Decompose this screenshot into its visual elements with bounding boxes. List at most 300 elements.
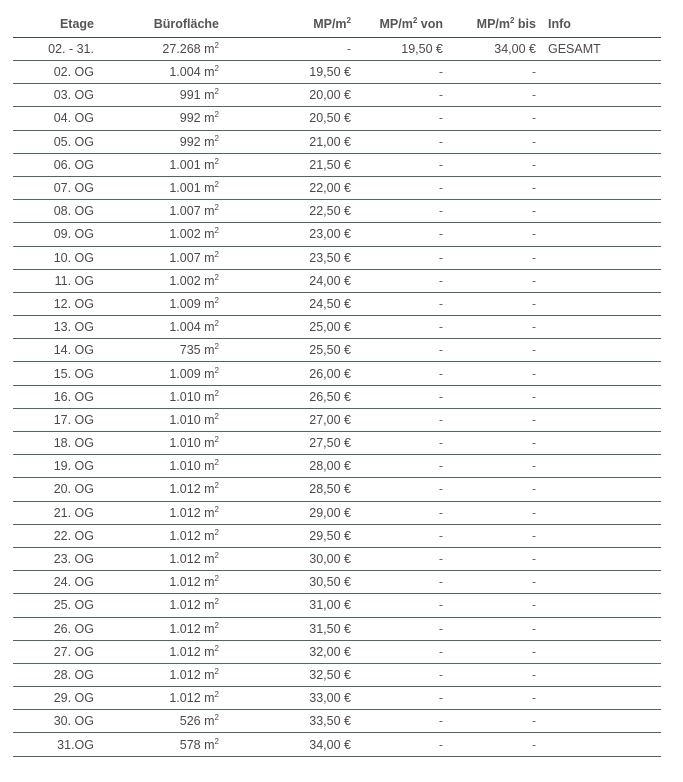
cell-bis: - bbox=[449, 362, 542, 385]
cell-flaeche bbox=[100, 223, 225, 246]
cell-etage: 08. OG bbox=[13, 200, 100, 223]
cell-mp: 22,50 € bbox=[225, 200, 357, 223]
cell-von: - bbox=[357, 107, 449, 130]
area-value: 1.010 bbox=[169, 436, 201, 451]
cell-bis: - bbox=[449, 408, 542, 431]
header-mp-superscript: 2 bbox=[346, 16, 351, 25]
cell-info bbox=[542, 200, 661, 223]
header-bis-superscript: 2 bbox=[510, 16, 515, 25]
area-unit: m bbox=[204, 227, 215, 242]
area-unit-superscript: 2 bbox=[214, 319, 219, 329]
cell-info bbox=[542, 455, 661, 478]
cell-mp: 29,00 € bbox=[225, 501, 357, 524]
cell-flaeche bbox=[100, 733, 225, 756]
cell-bis: - bbox=[449, 478, 542, 501]
header-flaeche-label: Bürofläche bbox=[153, 17, 219, 31]
cell-etage: 27. OG bbox=[13, 640, 100, 663]
cell-bis: - bbox=[449, 223, 542, 246]
cell-bis: - bbox=[449, 153, 542, 176]
cell-etage: 25. OG bbox=[13, 594, 100, 617]
area-unit: m bbox=[204, 436, 215, 451]
cell-von: - bbox=[357, 501, 449, 524]
area-value: 1.009 bbox=[169, 296, 201, 311]
area-value: 735 bbox=[179, 343, 201, 358]
cell-mp: 28,00 € bbox=[225, 455, 357, 478]
area-value: 1.001 bbox=[169, 157, 201, 172]
cell-etage: 31.OG bbox=[13, 733, 100, 756]
cell-von: - bbox=[357, 524, 449, 547]
area-unit: m bbox=[204, 528, 215, 543]
cell-flaeche bbox=[100, 385, 225, 408]
table-row bbox=[13, 640, 661, 663]
cell-info bbox=[542, 594, 661, 617]
area-unit: m bbox=[204, 111, 215, 126]
area-unit: m bbox=[204, 714, 215, 729]
table-row bbox=[13, 153, 661, 176]
table-row bbox=[13, 617, 661, 640]
cell-flaeche bbox=[100, 339, 225, 362]
cell-bis: - bbox=[449, 269, 542, 292]
header-bis-label: MP/m bbox=[476, 17, 510, 31]
cell-info bbox=[542, 408, 661, 431]
cell-von: - bbox=[357, 408, 449, 431]
header-info-label: Info bbox=[548, 17, 571, 31]
area-unit: m bbox=[204, 366, 215, 381]
cell-etage: 28. OG bbox=[13, 663, 100, 686]
cell-mp: 23,50 € bbox=[225, 246, 357, 269]
area-value: 1.012 bbox=[169, 598, 201, 613]
cell-etage: 17. OG bbox=[13, 408, 100, 431]
area-value: 1.012 bbox=[169, 667, 201, 682]
cell-mp: 30,00 € bbox=[225, 547, 357, 570]
area-value: 27.268 bbox=[162, 42, 201, 56]
header-von bbox=[357, 11, 449, 38]
cell-von: - bbox=[357, 269, 449, 292]
area-value: 1.012 bbox=[169, 621, 201, 636]
cell-info bbox=[542, 687, 661, 710]
area-unit-superscript: 2 bbox=[214, 713, 219, 723]
cell-etage: 02. - 31. bbox=[13, 38, 100, 61]
cell-bis: - bbox=[449, 292, 542, 315]
cell-info bbox=[542, 547, 661, 570]
area-unit-superscript: 2 bbox=[214, 574, 219, 584]
cell-flaeche bbox=[100, 571, 225, 594]
area-value: 992 bbox=[179, 111, 201, 126]
area-unit-superscript: 2 bbox=[214, 690, 219, 700]
cell-etage: 05. OG bbox=[13, 130, 100, 153]
cell-bis: - bbox=[449, 571, 542, 594]
area-value: 1.012 bbox=[169, 505, 201, 520]
cell-von: - bbox=[357, 547, 449, 570]
area-value: 1.004 bbox=[169, 320, 201, 335]
cell-etage: 12. OG bbox=[13, 292, 100, 315]
header-mp-label: MP/m bbox=[313, 17, 347, 31]
header-row bbox=[13, 11, 661, 38]
cell-etage: 03. OG bbox=[13, 84, 100, 107]
cell-mp: 20,00 € bbox=[225, 84, 357, 107]
cell-von: - bbox=[357, 176, 449, 199]
cell-von: - bbox=[357, 432, 449, 455]
cell-info bbox=[542, 269, 661, 292]
area-unit-superscript: 2 bbox=[214, 133, 219, 143]
cell-info bbox=[542, 617, 661, 640]
cell-von: - bbox=[357, 223, 449, 246]
area-unit: m bbox=[204, 459, 215, 474]
cell-flaeche bbox=[100, 292, 225, 315]
table-row bbox=[13, 687, 661, 710]
header-von-suffix: von bbox=[417, 17, 443, 31]
cell-mp: 27,50 € bbox=[225, 432, 357, 455]
area-unit-superscript: 2 bbox=[214, 64, 219, 74]
cell-info bbox=[542, 432, 661, 455]
area-unit: m bbox=[204, 412, 215, 427]
table-row bbox=[13, 408, 661, 431]
table-row bbox=[13, 292, 661, 315]
cell-mp: 23,00 € bbox=[225, 223, 357, 246]
area-unit-superscript: 2 bbox=[214, 41, 219, 50]
cell-flaeche bbox=[100, 478, 225, 501]
cell-mp: 25,00 € bbox=[225, 316, 357, 339]
cell-info bbox=[542, 733, 661, 756]
area-value: 1.012 bbox=[169, 482, 201, 497]
cell-von: - bbox=[357, 571, 449, 594]
table-row bbox=[13, 432, 661, 455]
cell-von: - bbox=[357, 663, 449, 686]
cell-etage: 04. OG bbox=[13, 107, 100, 130]
area-value: 1.002 bbox=[169, 273, 201, 288]
cell-mp: 31,00 € bbox=[225, 594, 357, 617]
cell-von: - bbox=[357, 200, 449, 223]
cell-bis: 34,00 € bbox=[449, 38, 542, 61]
cell-bis: - bbox=[449, 501, 542, 524]
area-unit: m bbox=[204, 505, 215, 520]
area-unit: m bbox=[204, 598, 215, 613]
cell-info bbox=[542, 362, 661, 385]
area-unit-superscript: 2 bbox=[214, 295, 219, 305]
table-row bbox=[13, 339, 661, 362]
cell-etage: 02. OG bbox=[13, 61, 100, 84]
cell-info bbox=[542, 176, 661, 199]
area-unit: m bbox=[204, 204, 215, 219]
cell-von: - bbox=[357, 153, 449, 176]
cell-mp: 32,00 € bbox=[225, 640, 357, 663]
cell-bis: - bbox=[449, 61, 542, 84]
cell-von: - bbox=[357, 362, 449, 385]
cell-mp: 34,00 € bbox=[225, 733, 357, 756]
cell-etage: 19. OG bbox=[13, 455, 100, 478]
area-value: 1.010 bbox=[169, 459, 201, 474]
cell-mp: 27,00 € bbox=[225, 408, 357, 431]
area-unit: m bbox=[204, 42, 215, 56]
table-row bbox=[13, 316, 661, 339]
table-body bbox=[13, 38, 661, 757]
cell-mp: 32,50 € bbox=[225, 663, 357, 686]
cell-flaeche bbox=[100, 153, 225, 176]
cell-mp: 26,00 € bbox=[225, 362, 357, 385]
cell-bis: - bbox=[449, 432, 542, 455]
cell-bis: - bbox=[449, 339, 542, 362]
cell-bis: - bbox=[449, 455, 542, 478]
cell-flaeche bbox=[100, 107, 225, 130]
cell-flaeche bbox=[100, 38, 225, 61]
area-unit: m bbox=[204, 621, 215, 636]
cell-etage: 21. OG bbox=[13, 501, 100, 524]
cell-von: - bbox=[357, 594, 449, 617]
header-von-superscript: 2 bbox=[412, 16, 418, 25]
area-value: 992 bbox=[179, 134, 201, 149]
cell-bis: - bbox=[449, 524, 542, 547]
cell-bis: - bbox=[449, 316, 542, 339]
cell-bis: - bbox=[449, 687, 542, 710]
table-row bbox=[13, 176, 661, 199]
table-header bbox=[13, 11, 661, 38]
cell-mp: 19,50 € bbox=[225, 61, 357, 84]
area-unit-superscript: 2 bbox=[214, 203, 219, 213]
cell-mp: 33,00 € bbox=[225, 687, 357, 710]
cell-etage: 10. OG bbox=[13, 246, 100, 269]
cell-mp: 20,50 € bbox=[225, 107, 357, 130]
area-value: 991 bbox=[179, 88, 201, 103]
cell-flaeche bbox=[100, 640, 225, 663]
area-value: 1.012 bbox=[169, 528, 201, 543]
cell-bis: - bbox=[449, 130, 542, 153]
cell-flaeche bbox=[100, 710, 225, 733]
cell-etage: 09. OG bbox=[13, 223, 100, 246]
cell-von: - bbox=[357, 640, 449, 663]
area-value: 1.001 bbox=[169, 181, 201, 196]
cell-etage: 26. OG bbox=[13, 617, 100, 640]
area-value: 1.012 bbox=[169, 691, 201, 706]
cell-etage: 07. OG bbox=[13, 176, 100, 199]
cell-bis: - bbox=[449, 663, 542, 686]
table-row bbox=[13, 107, 661, 130]
cell-flaeche bbox=[100, 594, 225, 617]
area-unit: m bbox=[204, 737, 215, 752]
cell-info bbox=[542, 223, 661, 246]
area-unit: m bbox=[204, 157, 215, 172]
area-unit: m bbox=[204, 88, 215, 103]
header-von-label: MP/m bbox=[379, 17, 413, 31]
cell-info bbox=[542, 663, 661, 686]
table-row bbox=[13, 84, 661, 107]
table-row bbox=[13, 547, 661, 570]
cell-flaeche bbox=[100, 408, 225, 431]
table-row bbox=[13, 385, 661, 408]
cell-mp: 28,50 € bbox=[225, 478, 357, 501]
cell-etage: 11. OG bbox=[13, 269, 100, 292]
cell-flaeche bbox=[100, 617, 225, 640]
header-flaeche bbox=[100, 11, 225, 38]
area-value: 1.004 bbox=[169, 65, 201, 80]
cell-etage: 18. OG bbox=[13, 432, 100, 455]
cell-info bbox=[542, 478, 661, 501]
cell-von: - bbox=[357, 710, 449, 733]
table-row bbox=[13, 733, 661, 756]
office-space-table bbox=[13, 11, 661, 757]
area-unit-superscript: 2 bbox=[214, 527, 219, 537]
cell-flaeche bbox=[100, 84, 225, 107]
area-value: 1.012 bbox=[169, 575, 201, 590]
cell-von: - bbox=[357, 246, 449, 269]
cell-flaeche bbox=[100, 362, 225, 385]
cell-mp: 29,50 € bbox=[225, 524, 357, 547]
cell-mp: 30,50 € bbox=[225, 571, 357, 594]
table-row bbox=[13, 663, 661, 686]
area-value: 526 bbox=[179, 714, 201, 729]
cell-etage: 24. OG bbox=[13, 571, 100, 594]
cell-info: GESAMT bbox=[542, 38, 661, 61]
area-unit-superscript: 2 bbox=[214, 272, 219, 282]
cell-info bbox=[542, 292, 661, 315]
area-unit: m bbox=[204, 250, 215, 265]
cell-flaeche bbox=[100, 200, 225, 223]
area-value: 578 bbox=[179, 737, 201, 752]
cell-flaeche bbox=[100, 61, 225, 84]
table-row bbox=[13, 61, 661, 84]
area-value: 1.002 bbox=[169, 227, 201, 242]
cell-info bbox=[542, 571, 661, 594]
cell-mp: 33,50 € bbox=[225, 710, 357, 733]
cell-etage: 13. OG bbox=[13, 316, 100, 339]
area-unit: m bbox=[204, 273, 215, 288]
cell-mp: 31,50 € bbox=[225, 617, 357, 640]
cell-bis: - bbox=[449, 385, 542, 408]
cell-etage: 20. OG bbox=[13, 478, 100, 501]
area-value: 1.010 bbox=[169, 412, 201, 427]
area-unit-superscript: 2 bbox=[214, 620, 219, 630]
area-unit: m bbox=[204, 181, 215, 196]
area-unit: m bbox=[204, 552, 215, 567]
area-unit-superscript: 2 bbox=[214, 666, 219, 676]
area-unit-superscript: 2 bbox=[214, 180, 219, 190]
area-unit-superscript: 2 bbox=[214, 411, 219, 421]
table-row bbox=[13, 710, 661, 733]
cell-etage: 23. OG bbox=[13, 547, 100, 570]
cell-mp: 21,00 € bbox=[225, 130, 357, 153]
cell-bis: - bbox=[449, 640, 542, 663]
header-bis-suffix: bis bbox=[514, 17, 536, 31]
cell-mp: - bbox=[225, 38, 357, 61]
area-value: 1.012 bbox=[169, 552, 201, 567]
area-unit: m bbox=[204, 575, 215, 590]
cell-info bbox=[542, 246, 661, 269]
cell-info bbox=[542, 385, 661, 408]
cell-von: 19,50 € bbox=[357, 38, 449, 61]
area-unit-superscript: 2 bbox=[214, 342, 219, 352]
cell-flaeche bbox=[100, 455, 225, 478]
cell-mp: 26,50 € bbox=[225, 385, 357, 408]
area-unit-superscript: 2 bbox=[214, 156, 219, 166]
cell-etage: 15. OG bbox=[13, 362, 100, 385]
cell-von: - bbox=[357, 316, 449, 339]
table-row bbox=[13, 223, 661, 246]
cell-flaeche bbox=[100, 547, 225, 570]
area-unit: m bbox=[204, 320, 215, 335]
cell-bis: - bbox=[449, 176, 542, 199]
area-unit-superscript: 2 bbox=[214, 226, 219, 236]
cell-bis: - bbox=[449, 246, 542, 269]
area-unit-superscript: 2 bbox=[214, 249, 219, 259]
table-row bbox=[13, 200, 661, 223]
area-unit: m bbox=[204, 482, 215, 497]
table-row bbox=[13, 524, 661, 547]
area-unit: m bbox=[204, 644, 215, 659]
cell-von: - bbox=[357, 339, 449, 362]
cell-mp: 25,50 € bbox=[225, 339, 357, 362]
cell-flaeche bbox=[100, 663, 225, 686]
cell-von: - bbox=[357, 61, 449, 84]
area-unit: m bbox=[204, 65, 215, 80]
area-unit: m bbox=[204, 134, 215, 149]
cell-etage: 06. OG bbox=[13, 153, 100, 176]
cell-etage: 14. OG bbox=[13, 339, 100, 362]
area-unit: m bbox=[204, 389, 215, 404]
cell-mp: 22,00 € bbox=[225, 176, 357, 199]
area-value: 1.007 bbox=[169, 250, 201, 265]
area-unit: m bbox=[204, 667, 215, 682]
cell-etage: 22. OG bbox=[13, 524, 100, 547]
cell-bis: - bbox=[449, 107, 542, 130]
cell-von: - bbox=[357, 84, 449, 107]
area-unit-superscript: 2 bbox=[214, 388, 219, 398]
area-value: 1.007 bbox=[169, 204, 201, 219]
table-row bbox=[13, 269, 661, 292]
cell-info bbox=[542, 61, 661, 84]
header-etage bbox=[13, 11, 100, 38]
area-unit-superscript: 2 bbox=[214, 643, 219, 653]
header-mp bbox=[225, 11, 357, 38]
table-row bbox=[13, 594, 661, 617]
cell-flaeche bbox=[100, 269, 225, 292]
cell-info bbox=[542, 501, 661, 524]
area-unit: m bbox=[204, 691, 215, 706]
cell-flaeche bbox=[100, 246, 225, 269]
cell-etage: 16. OG bbox=[13, 385, 100, 408]
area-unit-superscript: 2 bbox=[214, 87, 219, 97]
area-unit-superscript: 2 bbox=[214, 551, 219, 561]
cell-mp: 21,50 € bbox=[225, 153, 357, 176]
cell-flaeche bbox=[100, 524, 225, 547]
table-row bbox=[13, 478, 661, 501]
cell-info bbox=[542, 153, 661, 176]
table-row bbox=[13, 571, 661, 594]
cell-bis: - bbox=[449, 594, 542, 617]
area-unit-superscript: 2 bbox=[214, 458, 219, 468]
cell-flaeche bbox=[100, 316, 225, 339]
cell-von: - bbox=[357, 733, 449, 756]
cell-flaeche bbox=[100, 176, 225, 199]
cell-info bbox=[542, 130, 661, 153]
header-info bbox=[542, 11, 661, 38]
cell-bis: - bbox=[449, 547, 542, 570]
cell-etage: 29. OG bbox=[13, 687, 100, 710]
cell-info bbox=[542, 640, 661, 663]
summary-row bbox=[13, 38, 661, 61]
cell-von: - bbox=[357, 617, 449, 640]
cell-info bbox=[542, 107, 661, 130]
cell-info bbox=[542, 339, 661, 362]
cell-bis: - bbox=[449, 84, 542, 107]
cell-info bbox=[542, 710, 661, 733]
table-row bbox=[13, 130, 661, 153]
cell-mp: 24,00 € bbox=[225, 269, 357, 292]
area-unit-superscript: 2 bbox=[214, 597, 219, 607]
cell-mp: 24,50 € bbox=[225, 292, 357, 315]
cell-bis: - bbox=[449, 733, 542, 756]
cell-flaeche bbox=[100, 432, 225, 455]
cell-bis: - bbox=[449, 617, 542, 640]
cell-von: - bbox=[357, 478, 449, 501]
